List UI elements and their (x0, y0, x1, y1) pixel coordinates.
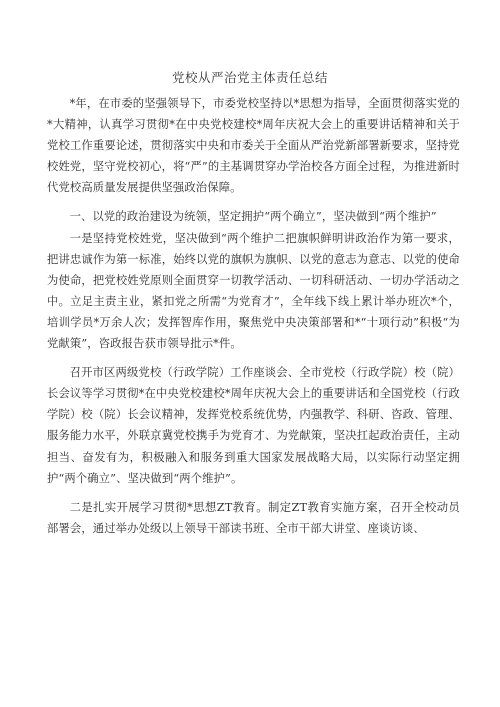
paragraph-meeting: 召开市区两级党校（行政学院）工作座谈会、全市党校（行政学院）校（院）长会议等学习贯彻*在中央党校建校*周年庆祝大会上的重要讲话和全国党校（行政学院）校（院）长会议精神，发挥党校系统优势，内强教学、科研、咨政、管理、服务能力水平，外联京冀党校携手为党育才、为党献策，坚决扛起政治责任，主动担当、奋发有为，积极融入和服务到重大国家发展战略大局，以实际行动坚定拥护“两个确立”、坚决做到“两个维护”。 (47, 366, 460, 485)
paragraph-point-2: 二是扎实开展学习贯彻*思想ZT教育。制定ZT教育实施方案，召开全校动员部署会，通过举办处级以上领导干部读书班、全市干部大讲堂、座谈访谈、 (47, 500, 460, 535)
document-title: 党校从严治党主体责任总结 (171, 70, 328, 85)
paragraph-gap (47, 354, 460, 362)
paragraph-intro: *年，在市委的坚强领导下，市委党校坚持以*思想为指导，全面贯彻落实党的*大精神，认真学习贯彻*在中央党校建校*周年庆祝大会上的重要讲话精神和关于党校工作重要论述，贯彻落实中央和市委关于全面从严治党新部署新要求，坚持党校姓党，坚守党校初心，将“严”的主基调贯穿办学治校各方面全过程，为推进新时代党校高质量发展提供坚强政治保障。 (47, 97, 460, 195)
document-body (47, 93, 460, 539)
paragraph-gap (47, 489, 460, 497)
section-heading-1: 一、以党的政治建设为统领，坚定拥护“两个确立”，坚决做到“两个维护” (69, 210, 437, 224)
paragraph-point-1: 一是坚持党校姓党，坚决做到“两个维护二把旗帜鲜明讲政治作为第一要求，把讲忠诚作为第一标准，始终以党的旗帜为旗帜、以党的意志为意志、以党的使命为使命，把党校姓党原则全面贯穿一切教学活动、一切科研活动、一切办学活动之中。立足主责主业，紧扣党之所需“为党育才”，全年线下线上累计举办班次*个，培训学员*万余人次；发挥智库作用，聚焦党中央决策部署和*“十项行动”积极“为党献策”，咨政报告获市领导批示*件。 (47, 231, 460, 351)
paragraph-gap (47, 198, 460, 206)
